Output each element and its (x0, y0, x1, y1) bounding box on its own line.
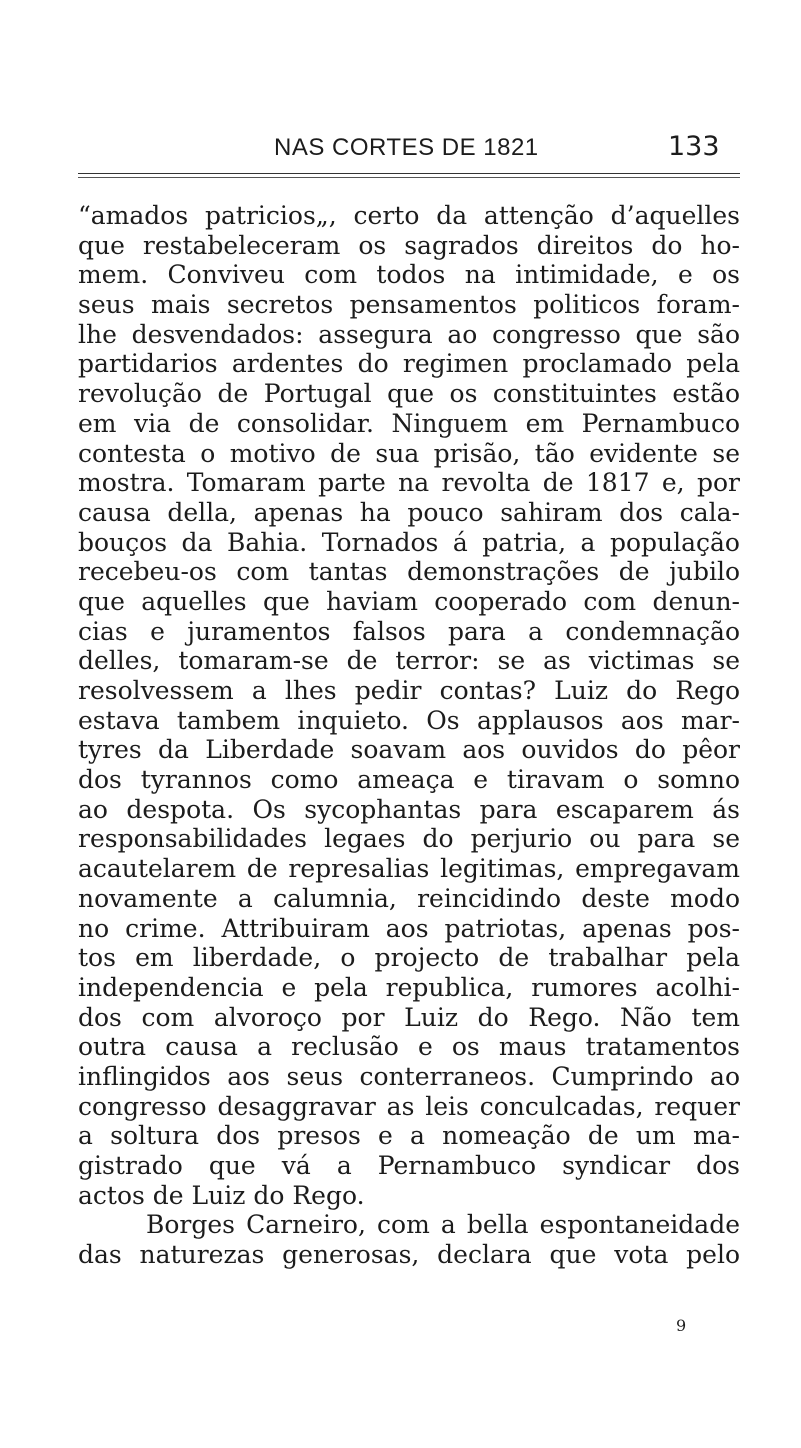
text-line: no crime. Attribuiram aos patriotas, apenas pos- (78, 913, 740, 943)
text-line: partidarios ardentes do regimen proclamado pela (78, 349, 740, 379)
text-line: tyres da Liberdade soavam aos ouvidos do pêor (78, 735, 740, 765)
text-line: responsabilidades legaes do perjurio ou para se (78, 824, 740, 854)
text-line: lhe desvendados: assegura ao congresso que são (78, 319, 740, 349)
signature-mark: 9 (676, 1316, 687, 1335)
running-head (78, 130, 740, 170)
text-line: outra causa a reclusão e os maus tratamentos (78, 1032, 740, 1062)
paragraph-end-line: actos de Luiz do Rego. (78, 1180, 365, 1210)
text-line: mostra. Tomaram parte na revolta de 1817 e, por (78, 468, 740, 498)
header-rule (78, 173, 740, 174)
text-line: que aquelles que haviam cooperado com denun- (78, 586, 740, 616)
text-line: seus mais secretos pensamentos politicos foram- (78, 290, 740, 320)
text-line: acautelarem de represalias legitimas, empregavam (78, 854, 740, 884)
text-line: contesta o motivo de sua prisão, tão evidente se (78, 438, 740, 468)
text-line: independencia e pela republica, rumores acolhi- (78, 972, 740, 1002)
text-line: dos com alvoroço por Luiz do Rego. Não tem (78, 1002, 740, 1032)
text-line: das naturezas generosas, declara que vota pelo (78, 1240, 740, 1270)
text-line: congresso desaggravar as leis conculcadas, requer (78, 1091, 740, 1121)
text-line: gistrado que vá a Pernambuco syndicar dos (78, 1151, 740, 1180)
text-line: em via de consolidar. Ninguem em Pernambuco (78, 408, 740, 438)
text-line: “amados patricios„, certo da attenção d’aquelles (78, 201, 740, 230)
text-line: resolvessem a lhes pedir contas? Luiz do Rego (78, 676, 740, 705)
text-line: novamente a calumnia, reincidindo deste modo (78, 883, 740, 913)
text-line: delles, tomaram-se de terror: se as victimas se (78, 646, 740, 676)
text-line: ao despota. Os sycophantas para escaparem ás (78, 794, 740, 824)
text-line: dos tyrannos como ameaça e tiravam o somno (78, 765, 740, 795)
running-title: NAS CORTES DE 1821 (274, 134, 539, 161)
paragraph-start-line: Borges Carneiro, com a bella espontaneidade (146, 1210, 740, 1240)
header-rule-double (78, 177, 740, 178)
text-line: tos em liberdade, o projecto de trabalhar pela (78, 943, 740, 973)
text-line: a soltura dos presos e a nomeação de um ma- (78, 1121, 740, 1151)
text-line: estava tambem inquieto. Os applausos aos mar- (78, 705, 740, 735)
text-line: cias e juramentos falsos para a condemnação (78, 616, 740, 646)
text-line: inflingidos aos seus conterraneos. Cumprindo ao (78, 1061, 740, 1091)
text-line: que restabeleceram os sagrados direitos do ho- (78, 230, 740, 260)
text-line: causa della, apenas ha pouco sahiram dos cala- (78, 497, 740, 527)
text-line: mem. Conviveu com todos na intimidade, e os (78, 260, 740, 290)
text-line: revolução de Portugal que os constituintes estão (78, 379, 740, 409)
body-text (78, 201, 740, 1270)
text-line: recebeu-os com tantas demonstrações de jubilo (78, 557, 740, 587)
text-line: bouços da Bahia. Tornados á patria, a população (78, 527, 740, 557)
page-number: 133 (668, 131, 720, 162)
